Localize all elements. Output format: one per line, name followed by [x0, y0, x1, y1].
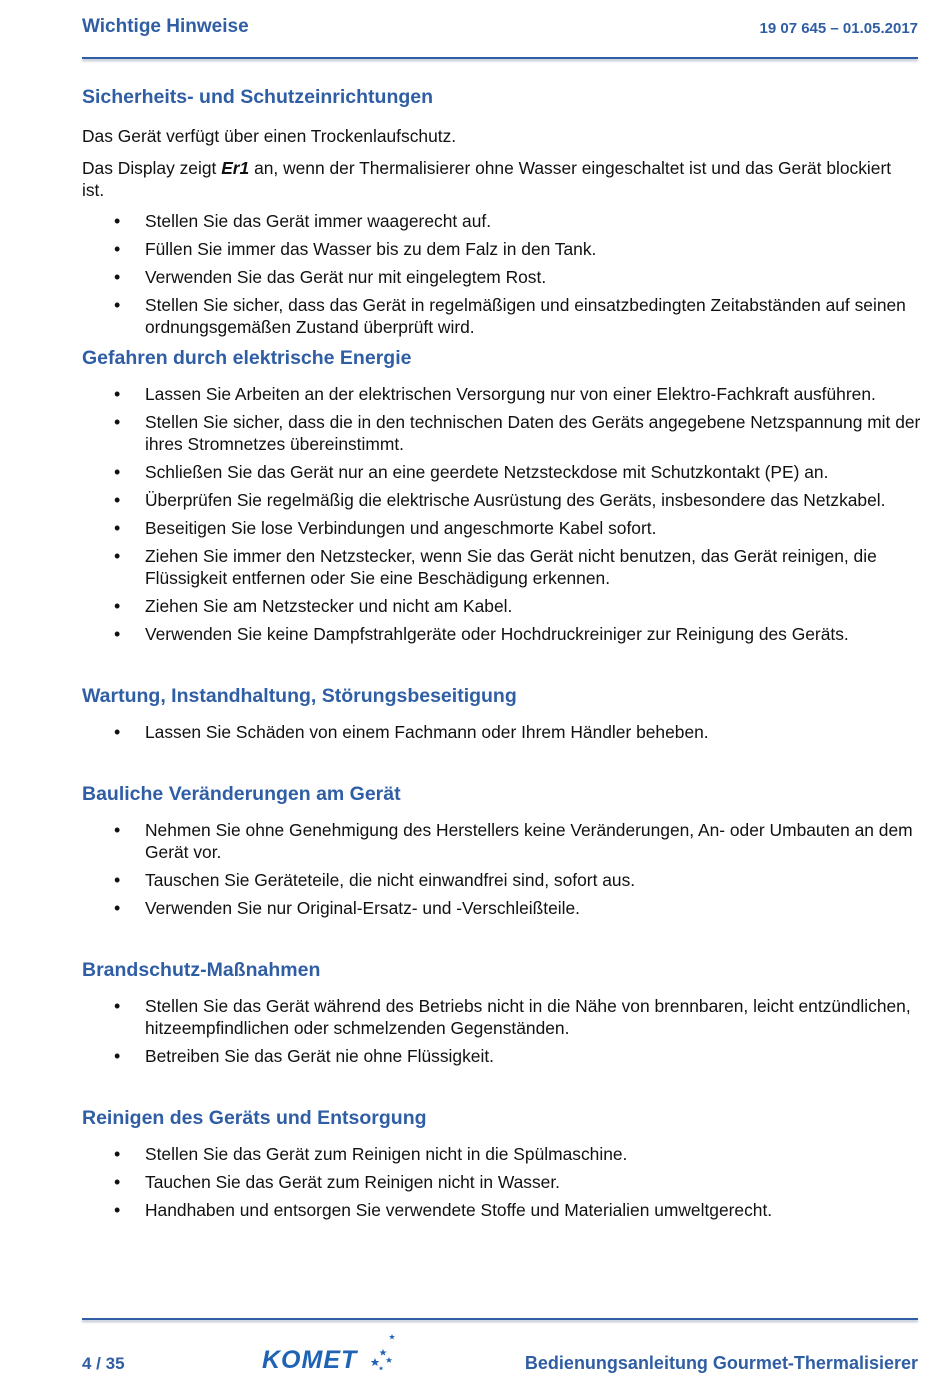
header-divider — [82, 57, 918, 59]
paragraph-display-er1 — [82, 157, 912, 201]
list-item: • Nehmen Sie ohne Genehmigung des Herstellers keine Veränderungen, An- oder Umbauten an dem Gerät vor. — [82, 819, 922, 863]
paragraph-trockenlaufschutz: Das Gerät verfügt über einen Trockenlaufschutz. — [82, 126, 457, 146]
section-heading-reinigen: Reinigen des Geräts und Entsorgung — [82, 1107, 427, 1129]
list-brandschutz — [82, 995, 922, 1067]
list-item: • Handhaben und entsorgen Sie verwendete Stoffe und Materialien umweltgerecht. — [82, 1199, 922, 1221]
list-item: • Lassen Sie Schäden von einem Fachmann oder Ihrem Händler beheben. — [82, 721, 922, 743]
list-item: • Stellen Sie das Gerät während des Betriebs nicht in die Nähe von brennbaren, leicht entzündlichen, hitzeempfindlichen oder schmelzenden Gegenständen. — [82, 995, 922, 1039]
list-item: • Tauchen Sie das Gerät zum Reinigen nicht in Wasser. — [82, 1171, 922, 1193]
logo-wordmark: KOMET — [262, 1346, 358, 1374]
list-wartung — [82, 721, 922, 743]
section-heading-brandschutz: Brandschutz-Maßnahmen — [82, 959, 321, 981]
paragraph-display-er1-after: an, wenn der Thermalisierer ohne Wasser eingeschaltet ist und das Gerät blockiert ist. — [82, 158, 892, 200]
list-item: • Lassen Sie Arbeiten an der elektrischen Versorgung nur von einer Elektro-Fachkraft ausführen. — [82, 383, 922, 405]
header-title: Wichtige Hinweise — [82, 16, 249, 37]
footer-divider — [82, 1318, 918, 1320]
list-item: • Verwenden Sie keine Dampfstrahlgeräte oder Hochdruckreiniger zur Reinigung des Geräts. — [82, 623, 922, 645]
paragraph-display-er1-before: Das Display zeigt — [82, 158, 222, 178]
list-sicherheit — [82, 210, 922, 338]
list-item: • Verwenden Sie nur Original-Ersatz- und -Verschleißteile. — [82, 897, 922, 919]
page-content — [82, 84, 922, 1221]
list-item: • Verwenden Sie das Gerät nur mit eingelegtem Rost. — [82, 266, 922, 288]
logo-stars-icon — [262, 1330, 402, 1376]
header-doc-ref: 19 07 645 – 01.05.2017 — [759, 20, 918, 37]
list-item: • Stellen Sie sicher, dass die in den technischen Daten des Geräts angegebene Netzspannung mit der ihres Stromnetzes übereinstimmt. — [82, 411, 922, 455]
footer-doc-title: Bedienungsanleitung Gourmet-Thermalisierer — [524, 1353, 918, 1373]
list-item: • Stellen Sie sicher, dass das Gerät in regelmäßigen und einsatzbedingten Zeitabständen auf seinen ordnungsgemäßen Zustand überprüft wird. — [82, 294, 922, 338]
list-baulich — [82, 819, 922, 919]
section-heading-elektrisch: Gefahren durch elektrische Energie — [82, 347, 412, 369]
list-item: • Tauschen Sie Geräteteile, die nicht einwandfrei sind, sofort aus. — [82, 869, 922, 891]
list-item: • Schließen Sie das Gerät nur an eine geerdete Netzsteckdose mit Schutzkontakt (PE) an. — [82, 461, 922, 483]
list-item: • Ziehen Sie am Netzstecker und nicht am Kabel. — [82, 595, 922, 617]
list-item: • Stellen Sie das Gerät zum Reinigen nicht in die Spülmaschine. — [82, 1143, 922, 1165]
list-elektrisch — [82, 383, 922, 645]
list-item: • Beseitigen Sie lose Verbindungen und angeschmorte Kabel sofort. — [82, 517, 922, 539]
error-code-er1: Er1 — [221, 158, 250, 178]
section-heading-wartung: Wartung, Instandhaltung, Störungsbeseitigung — [82, 685, 517, 707]
list-item: • Stellen Sie das Gerät immer waagerecht auf. — [82, 210, 922, 232]
section-heading-baulich: Bauliche Veränderungen am Gerät — [82, 783, 401, 805]
page-number: 4 / 35 — [82, 1354, 125, 1373]
list-item: • Füllen Sie immer das Wasser bis zu dem Falz in den Tank. — [82, 238, 922, 260]
list-item: • Ziehen Sie immer den Netzstecker, wenn Sie das Gerät nicht benutzen, das Gerät reinigen, die Flüssigkeit entfernen oder Sie eine Beschädigung erkennen. — [82, 545, 922, 589]
komet-logo — [262, 1330, 402, 1376]
list-item: • Überprüfen Sie regelmäßig die elektrische Ausrüstung des Geräts, insbesondere das Netzkabel. — [82, 489, 922, 511]
list-item: • Betreiben Sie das Gerät nie ohne Flüssigkeit. — [82, 1045, 922, 1067]
list-reinigen — [82, 1143, 922, 1221]
section-heading-sicherheit: Sicherheits- und Schutzeinrichtungen — [82, 86, 434, 108]
